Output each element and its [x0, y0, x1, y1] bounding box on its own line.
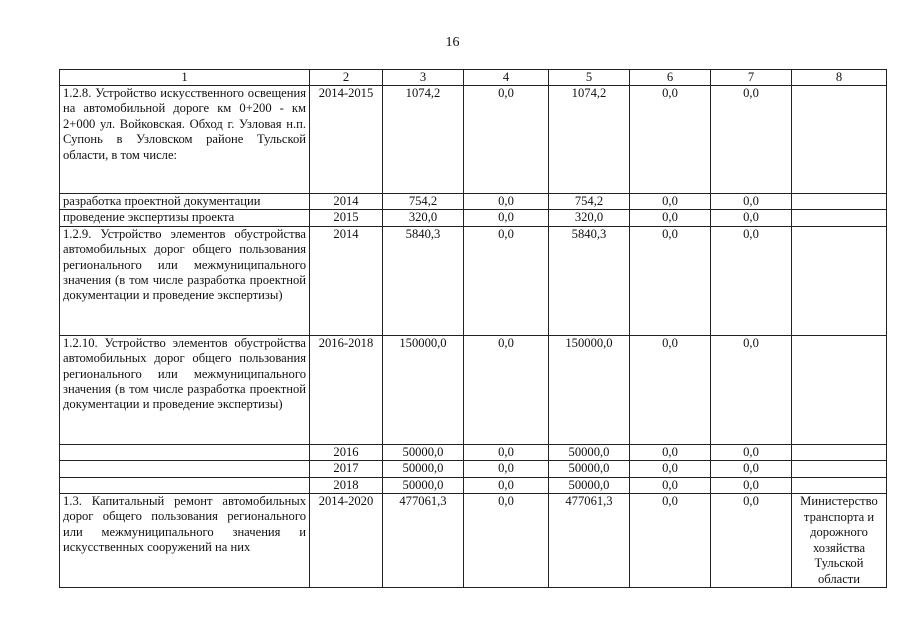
row-col6: 0,0	[630, 210, 711, 226]
row-col4: 0,0	[464, 226, 549, 335]
row-col5: 320,0	[549, 210, 630, 226]
row-col7: 0,0	[711, 194, 792, 210]
row-col5: 150000,0	[549, 335, 630, 444]
header-cell: 6	[630, 70, 711, 86]
row-col5: 1074,2	[549, 86, 630, 194]
table-row	[60, 477, 887, 493]
row-period: 2014	[310, 194, 383, 210]
row-col7: 0,0	[711, 461, 792, 477]
table-row	[60, 194, 887, 210]
row-col8	[792, 210, 887, 226]
row-period: 2015	[310, 210, 383, 226]
row-description: 1.2.9. Устройство элементов обустройства автомобильных дорог общего пользования регионального или межмуниципального значения (в том числе разработка проектной документации и проведение экспертизы)	[60, 226, 310, 335]
row-period: 2016	[310, 444, 383, 460]
header-cell: 8	[792, 70, 887, 86]
row-col4: 0,0	[464, 444, 549, 460]
row-col7: 0,0	[711, 226, 792, 335]
row-period: 2017	[310, 461, 383, 477]
row-col4: 0,0	[464, 86, 549, 194]
row-col6: 0,0	[630, 444, 711, 460]
row-col8: Министерство транспорта и дорожного хозяйства Тульской области	[792, 494, 887, 588]
row-col4: 0,0	[464, 477, 549, 493]
row-col3: 50000,0	[383, 444, 464, 460]
row-col3: 754,2	[383, 194, 464, 210]
row-col3: 1074,2	[383, 86, 464, 194]
program-table	[59, 69, 887, 588]
row-col3: 150000,0	[383, 335, 464, 444]
row-col6: 0,0	[630, 86, 711, 194]
row-col5: 50000,0	[549, 477, 630, 493]
row-description: разработка проектной документации	[60, 194, 310, 210]
row-description	[60, 477, 310, 493]
row-description: 1.3. Капитальный ремонт автомобильных дорог общего пользования регионального или межмуниципального значения и искусственных сооружений на них	[60, 494, 310, 588]
row-col8	[792, 444, 887, 460]
table-row	[60, 444, 887, 460]
table-row	[60, 335, 887, 444]
row-col5: 50000,0	[549, 444, 630, 460]
row-col7: 0,0	[711, 444, 792, 460]
row-col4: 0,0	[464, 210, 549, 226]
row-col8	[792, 461, 887, 477]
row-col8	[792, 194, 887, 210]
header-cell: 3	[383, 70, 464, 86]
row-col6: 0,0	[630, 226, 711, 335]
row-col5: 50000,0	[549, 461, 630, 477]
page-number: 16	[445, 35, 460, 50]
row-period: 2014	[310, 226, 383, 335]
row-col3: 5840,3	[383, 226, 464, 335]
header-cell: 1	[60, 70, 310, 86]
row-period: 2014-2015	[310, 86, 383, 194]
table-row	[60, 494, 887, 588]
row-period: 2018	[310, 477, 383, 493]
row-col5: 477061,3	[549, 494, 630, 588]
row-description: 1.2.10. Устройство элементов обустройства автомобильных дорог общего пользования регионального или межмуниципального значения (в том числе разработка проектной документации и проведение экспертизы)	[60, 335, 310, 444]
row-col8	[792, 477, 887, 493]
row-col6: 0,0	[630, 494, 711, 588]
row-col4: 0,0	[464, 335, 549, 444]
row-col7: 0,0	[711, 335, 792, 444]
row-col5: 754,2	[549, 194, 630, 210]
row-col4: 0,0	[464, 494, 549, 588]
table-row	[60, 86, 887, 194]
row-col8	[792, 226, 887, 335]
table-row	[60, 461, 887, 477]
row-col8	[792, 335, 887, 444]
table-header-row	[60, 70, 887, 86]
row-col6: 0,0	[630, 335, 711, 444]
row-col4: 0,0	[464, 194, 549, 210]
row-col7: 0,0	[711, 494, 792, 588]
row-description	[60, 461, 310, 477]
row-col8	[792, 86, 887, 194]
header-cell: 7	[711, 70, 792, 86]
row-col5: 5840,3	[549, 226, 630, 335]
row-description: 1.2.8. Устройство искусственного освещения на автомобильной дороге км 0+200 - км 2+000 ул. Войковская. Обход г. Узловая н.п. Супонь в Узловском районе Тульской области, в том числе:	[60, 86, 310, 194]
row-col6: 0,0	[630, 194, 711, 210]
row-period: 2016-2018	[310, 335, 383, 444]
header-cell: 5	[549, 70, 630, 86]
row-col7: 0,0	[711, 210, 792, 226]
row-period: 2014-2020	[310, 494, 383, 588]
row-col6: 0,0	[630, 477, 711, 493]
row-col3: 50000,0	[383, 461, 464, 477]
table-row	[60, 226, 887, 335]
table-row	[60, 210, 887, 226]
header-cell: 4	[464, 70, 549, 86]
row-col3: 477061,3	[383, 494, 464, 588]
row-col4: 0,0	[464, 461, 549, 477]
row-col7: 0,0	[711, 86, 792, 194]
header-cell: 2	[310, 70, 383, 86]
row-col3: 50000,0	[383, 477, 464, 493]
row-col3: 320,0	[383, 210, 464, 226]
row-col7: 0,0	[711, 477, 792, 493]
row-description: проведение экспертизы проекта	[60, 210, 310, 226]
row-description	[60, 444, 310, 460]
row-col6: 0,0	[630, 461, 711, 477]
